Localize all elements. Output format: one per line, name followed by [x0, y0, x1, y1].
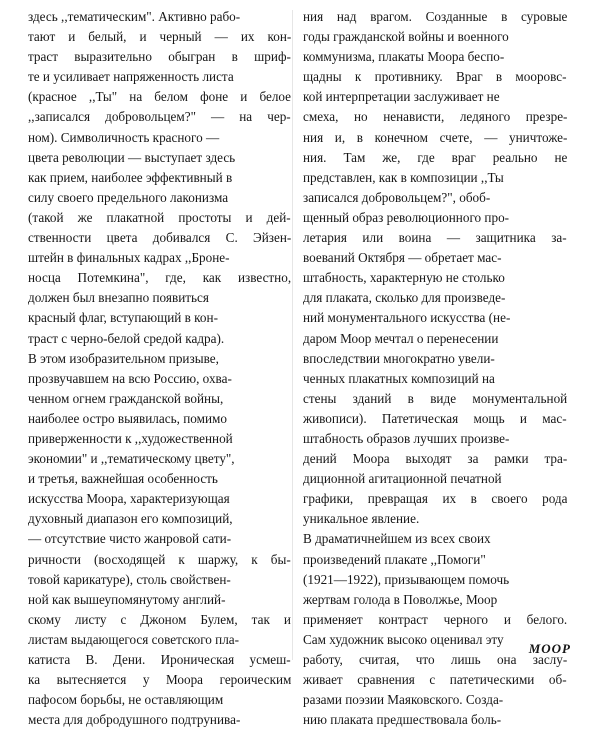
text-line: летария или воина — защитника за-	[303, 230, 567, 246]
text-line: катиста В. Дени. Ироническая усмеш-	[28, 652, 291, 667]
text-line: носца Потемкина", где, как известно,	[28, 270, 291, 286]
text-line: годы гражданской войны и военного	[303, 29, 509, 45]
text-line: Сам художник высоко оценивал эту	[303, 631, 504, 647]
text-line: (красное ,,Ты" на белом фоне и белое	[28, 89, 291, 105]
text-line: приверженности к ,,художественной	[28, 430, 233, 446]
text-line: траст с черно-белой средой кадра).	[28, 330, 225, 346]
text-line: цвета революции — выступает здесь	[28, 149, 236, 165]
text-line: ной как вышеупомянутому англий-	[28, 591, 226, 607]
text-line: диционной агитационной печатной	[303, 471, 502, 487]
text-line: (такой же плакатной простоты и дей-	[28, 209, 291, 225]
text-line: ном). Символичность красного —	[28, 129, 220, 145]
text-line: экономии" и ,,тематическому цвету",	[28, 451, 235, 467]
text-line: должен был внезапно появиться	[28, 290, 209, 306]
text-line: смеха, но ненависти, ледяного презре-	[303, 109, 567, 125]
text-line: красный флаг, вступающий в кон-	[28, 310, 218, 326]
text-line: дений Моора выходят за рамки тра-	[303, 451, 567, 467]
text-line: живописи). Патетическая мощь и мас-	[303, 410, 567, 426]
text-line: ния над врагом. Созданные в суровые	[303, 9, 567, 24]
text-line: искусства Моора, характеризующая	[28, 491, 230, 507]
text-line: стены зданий в виде монументальной	[303, 390, 567, 406]
text-line: разами поэзии Маяковского. Созда-	[303, 692, 504, 708]
text-line: прозвучавшем на всю Россию, охва-	[28, 370, 232, 386]
text-line: В этом изобразительном призыве,	[28, 350, 219, 366]
text-line: ния и, в конечном счете, — уничтоже-	[303, 129, 567, 145]
text-line: применяет контраст черного и белого.	[303, 611, 567, 627]
text-line: пафосом борьбы, не оставляющим	[28, 692, 224, 708]
text-line: живает сравнения с патетическими об-	[303, 672, 567, 688]
text-line: листам выдающегося советского пла-	[28, 631, 240, 647]
text-line: ка вытесняется у Моора героическим	[28, 672, 291, 688]
text-line: жертвам голода в Поволжье, Моор	[303, 591, 498, 607]
text-line: щадны к противнику. Враг в мооровс-	[303, 69, 567, 85]
text-line: ченном огнем гражданской войны,	[28, 390, 224, 406]
text-line: скому листу с Джоном Булем, так и	[28, 611, 291, 627]
text-line: штейн в финальных кадрах ,,Броне-	[28, 250, 230, 266]
text-line: ний монументального искусства (не-	[303, 310, 511, 326]
text-line: для плаката, сколько для произведе-	[303, 290, 506, 306]
text-line: нию плаката предшествовала боль-	[303, 712, 502, 728]
text-line: уникальное явление.	[303, 511, 420, 527]
text-line: штабность, характерную не столько	[303, 270, 505, 286]
text-line: воеваний Октября — обретает мас-	[303, 250, 502, 266]
text-line: здесь ,,тематическим". Активно рабо-	[28, 9, 241, 24]
text-line: работу, считая, что лишь она заслу-	[303, 652, 567, 667]
text-line: даром Моор мечтал о перенесении	[303, 330, 499, 346]
text-line: щенный образ революционного про-	[303, 209, 510, 225]
running-footer: МООР	[528, 641, 571, 656]
text-line: В драматичнейшем из всех своих	[303, 531, 491, 547]
text-line: траст выразительно обыгран в шриф-	[28, 49, 291, 65]
text-line: кой интерпретации заслуживает не	[303, 89, 500, 105]
text-line: духовный диапазон его композиций,	[28, 511, 233, 527]
text-line: штабность образов лучших произве-	[303, 430, 510, 446]
text-line: графики, превращая их в своего рода	[303, 491, 567, 507]
text-line: те и усиливает напряженность листа	[28, 69, 234, 85]
text-line: представлен, как в композиции ,,Ты	[303, 169, 504, 185]
text-line: наиболее остро выявилась, помимо	[28, 410, 227, 426]
text-line: тают и белый, и черный — их кон-	[28, 29, 291, 45]
text-line: ричности (восходящей к шаржу, к бы-	[28, 551, 291, 567]
text-line: товой карикатуре), столь свойствен-	[28, 571, 231, 587]
text-line: ния. Там же, где враг реально не	[303, 149, 567, 165]
text-line: ченных плакатных композиций на	[303, 370, 495, 386]
text-line: впоследствии многократно увели-	[303, 350, 495, 366]
text-line: (1921—1922), призывающем помочь	[303, 571, 510, 587]
text-line: как прием, наиболее эффективный в	[28, 169, 233, 185]
text-line: силу своего предельного лаконизма	[28, 189, 229, 205]
right-text-column	[303, 7, 567, 730]
text-line: записался добровольцем?", обоб-	[303, 189, 491, 205]
left-text-column	[28, 7, 291, 730]
text-line: произведений плакате ,,Помоги"	[303, 551, 486, 567]
text-line: ственности цвета добивался С. Эйзен-	[28, 230, 291, 246]
text-line: коммунизма, плакаты Моора беспо-	[303, 49, 505, 65]
text-line: места для добродушного подтрунива-	[28, 712, 241, 728]
text-line: ,,записался добровольцем?" — на чер-	[28, 109, 291, 125]
column-divider	[292, 10, 293, 660]
text-line: и третья, важнейшая особенность	[28, 471, 218, 487]
text-line: — отсутствие чисто жанровой сати-	[28, 531, 232, 547]
